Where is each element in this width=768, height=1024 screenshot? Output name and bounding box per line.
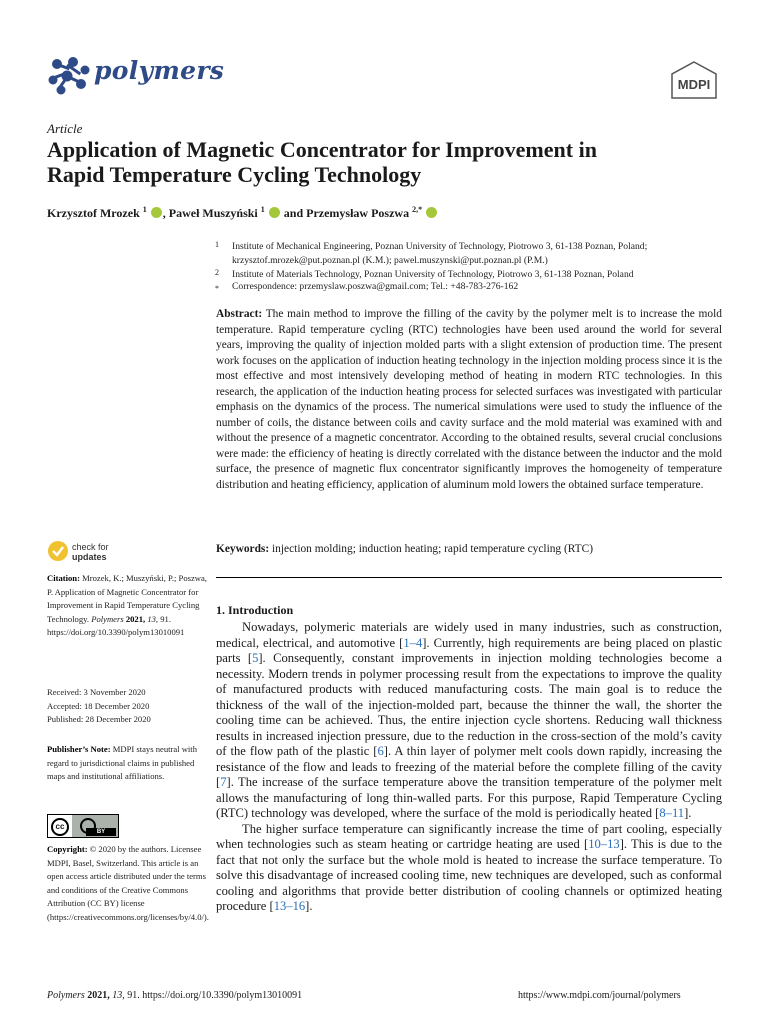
affiliation-mark: *	[215, 284, 219, 293]
publisher-note-text: MDPI stays neutral with regard to jurisdictional claims in published maps and institutional affiliations.	[47, 744, 197, 781]
affiliation-mark: 2	[215, 268, 219, 277]
publisher-note-label: Publisher’s Note:	[47, 744, 111, 754]
dates	[47, 686, 207, 727]
reference-link[interactable]: 13–16	[273, 899, 306, 913]
footer-journal-url[interactable]: https://www.mdpi.com/journal/polymers	[518, 990, 681, 1001]
reference-link[interactable]: 10–13	[588, 837, 620, 851]
author-2[interactable]: Paweł Muszyński	[168, 206, 258, 220]
reference-link[interactable]: 6	[377, 744, 384, 758]
author-1-affiliation: 1	[142, 205, 147, 214]
citation-doi[interactable]: 91. https://doi.org/10.3390/polym13010091	[47, 613, 185, 637]
orcid-icon[interactable]	[151, 207, 162, 218]
affiliations	[0, 238, 768, 298]
footer-doi[interactable]: 91. https://doi.org/10.3390/polym13010091	[127, 990, 303, 1001]
author-3[interactable]: Przemysław Poszwa	[306, 206, 410, 220]
check-updates-line-2: updates	[72, 552, 107, 562]
footer-year: 2021,	[87, 990, 110, 1001]
accepted-date: Accepted: 18 December 2020	[47, 700, 150, 711]
keywords-label: Keywords:	[216, 543, 270, 555]
paragraph-1	[216, 620, 722, 822]
body-text-segment: ].	[684, 806, 692, 820]
footer-volume: 13,	[112, 990, 125, 1001]
keywords-text: injection molding; induction heating; rapid temperature cycling (RTC)	[272, 543, 594, 555]
introduction-text	[216, 620, 722, 915]
citation	[47, 572, 207, 640]
reference-link[interactable]: 8–11	[659, 806, 685, 820]
reference-link[interactable]: 7	[220, 775, 227, 789]
publisher-name: MDPI	[677, 77, 711, 92]
check-updates-line-1: check for	[72, 542, 109, 552]
body-text-segment: ]. Consequently, constant improvements in injection molding technologies become a necessity. Modern trends in polymer processing result from the expectations to improve the quality of manufactured products with reduced manufacturing costs. The main goal is to reduce the thickness of the wall of the injection-molded part, because the thinner the wall, the shorter the cooling time can be achieved. Thus, the entire injection cycle shortens. Reducing wall thickness results in increased injection pressure, due to the reduction in the cross-section of the mold’s cavity of the flow path of the plastic [	[216, 651, 722, 758]
citation-label: Citation:	[47, 573, 80, 583]
body-text-segment: The higher surface temperature can significantly increase the time of part cooling, especially when technologies such as steam heating or cartridge heating are used [	[216, 821, 722, 851]
journal-name: polymers	[94, 56, 225, 85]
correspondence: Correspondence: przemyslaw.poszwa@gmail.com; Tel.: +48-783-276-162	[232, 281, 519, 292]
article-title	[47, 137, 707, 187]
copyright-label: Copyright:	[47, 844, 88, 854]
reference-link[interactable]: 5	[252, 651, 259, 665]
cc-icon	[48, 815, 72, 837]
copyright-text: © 2020 by the authors. Licensee MDPI, Basel, Switzerland. This article is an open access article distributed under the terms and conditions of the Creative Commons Attribution (CC BY) license (https://creativecommons.org/licenses/by/4.0/).	[47, 844, 209, 922]
body-text-segment: ].	[305, 899, 313, 913]
citation-volume: 13,	[147, 613, 159, 624]
check-for-updates-icon[interactable]	[47, 540, 69, 562]
reference-link[interactable]: 1–4	[403, 635, 423, 650]
citation-text: Mrozek, K.; Muszyński, P.; Poszwa, P. Application of Magnetic Concentrator for Improvement in Rapid Temperature Cycling Technology.	[47, 573, 207, 624]
polymers-logo-icon	[47, 56, 91, 96]
divider	[216, 577, 722, 578]
cc-by-label: BY	[86, 828, 116, 836]
check-for-updates-button[interactable]	[72, 542, 109, 562]
body-text-segment: ]. The increase of the surface temperature above the transition temperature of the polymer melt allows the manufacturing of long thin-walled parts. For this purpose, Rapid Temperature Cycling (RTC) technology was developed, where the surface of the mold is periodically heated [	[216, 775, 722, 820]
section-heading: 1. Introduction	[216, 603, 294, 617]
author-2-affiliation: 1	[260, 205, 265, 214]
abstract-text: The main method to improve the filling of the cavity by the polymer melt is to increase the mold temperature. Rapid temperature cycling (RTC) technologies have been used around the world for several years, improving the quality of injection molded parts with a slight extension of production time. The present work focuses on the application of induction heating technology in the injection molding process since it is the most effective and most intensively developing method of heating in modern RTC technologies. In this research, the application of the induction heating process for selected surfaces was investigated with particular emphasis on the dynamics of the process. The numerical simulations were used to study the influence of the number of coils, the distance between coils and cavity surface and the mold material was examined with and without the presence of a magnetic concentrator. According to the obtained results, several crucial conclusions were made: the efficiency of heating is directly correlated with the distance between the inductor and the mold surface, the presence of magnetic flux concentrator significantly improves the homogeneity of temperature distribution and heating efficiency, application of aluminum mold lowers the obtained surface temperature.	[216, 308, 722, 491]
orcid-icon[interactable]	[426, 207, 437, 218]
author-3-affiliation: 2,*	[412, 205, 423, 214]
orcid-icon[interactable]	[269, 207, 280, 218]
author-conjunction: and	[283, 206, 304, 220]
footer-citation	[47, 990, 302, 1001]
title-line-2: Rapid Temperature Cycling Technology	[47, 162, 422, 187]
affiliation-2: Institute of Materials Technology, Poznan University of Technology, Piotrowo 3, 61-138 Poznan, Poland	[232, 269, 634, 280]
body-text-segment: ]. Currently, high requirements are being placed on plastic parts [	[216, 635, 722, 665]
cc-by-license-badge[interactable]	[47, 814, 119, 838]
copyright	[47, 843, 207, 924]
affiliation-mark: 1	[215, 240, 219, 249]
abstract	[216, 307, 722, 493]
body-text-segment: Nowadays, polymeric materials are widely used in many industries, such as construction, medical, electrical, and automotive [	[216, 620, 722, 650]
published-date: Published: 28 December 2020	[47, 714, 151, 724]
citation-year: 2021,	[125, 613, 146, 624]
keywords	[216, 543, 593, 555]
affiliation-1-line-1: Institute of Mechanical Engineering, Poznan University of Technology, Piotrowo 3, 61-138 Poznan, Poland;	[232, 241, 648, 252]
body-text-segment: ]. This is due to the fact that not only the surface but the whole mold is heated to increase the surface temperature. To solve this disadvantage of increased cooling time, new techniques are developed, such as conformal cooling and algorithms that provide better distribution of cooling channels or optimized heating procedure [	[216, 837, 722, 913]
cc-text: cc	[51, 818, 69, 836]
body-text-segment: ]. A thin layer of polymer melt cools down rapidly, increasing the resistance of the flow and leads to freezing of the material before the complete filling of the cavity [	[216, 744, 722, 789]
title-line-1: Application of Magnetic Concentrator for Improvement in	[47, 137, 597, 162]
received-date: Received: 3 November 2020	[47, 687, 146, 697]
citation-journal: Polymers	[91, 613, 124, 624]
article-type: Article	[47, 121, 83, 136]
footer-journal: Polymers	[47, 990, 85, 1001]
publisher-note	[47, 743, 207, 784]
mdpi-logo-icon	[668, 60, 720, 100]
affiliation-1-line-2: krzysztof.mrozek@put.poznan.pl (K.M.); pawel.muszynski@put.poznan.pl (P.M.)	[232, 255, 548, 266]
authors: Krzysztof Mrozek $^1$ , Paweł Muszyński $^1$ and Przemysław Poszwa $^{2,*}$	[47, 205, 438, 221]
abstract-label: Abstract:	[216, 308, 263, 320]
paragraph-2	[216, 822, 722, 915]
author-1[interactable]: Krzysztof Mrozek	[47, 206, 140, 220]
